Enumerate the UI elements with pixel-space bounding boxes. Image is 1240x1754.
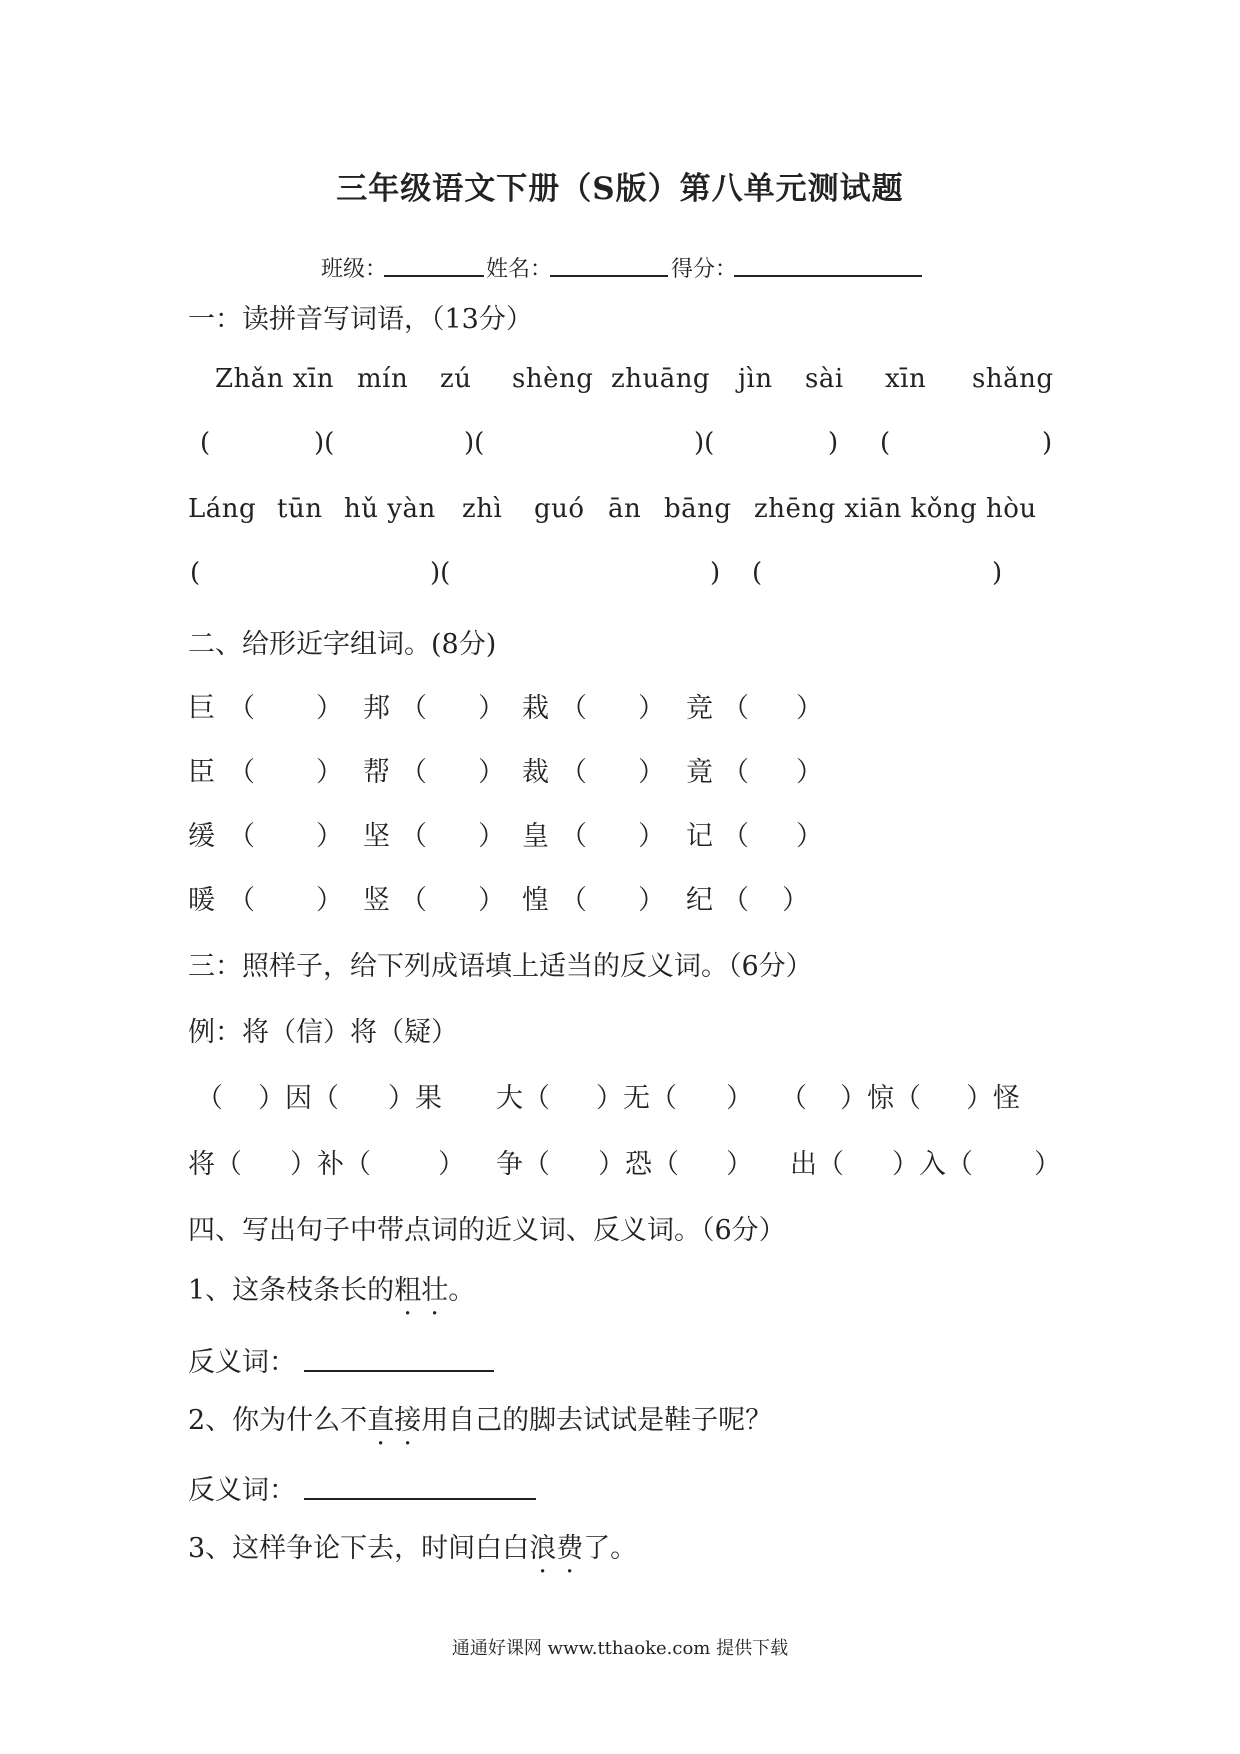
char: 暖 xyxy=(188,885,215,916)
section-1-heading: 一：读拼音写词语，（13分） xyxy=(188,304,533,335)
idiom-part: ） xyxy=(726,1149,753,1180)
paren-left: （ xyxy=(560,757,587,788)
idiom-part: （ xyxy=(780,1083,807,1114)
score-label: 得分： xyxy=(671,257,738,282)
paren-left: （ xyxy=(400,693,427,724)
idiom-part: ） xyxy=(726,1083,753,1114)
pinyin: shèng xyxy=(512,364,594,394)
antonym-answer-line[interactable] xyxy=(304,1498,536,1500)
paren-left: （ xyxy=(560,821,587,852)
idiom-part: （ xyxy=(196,1083,223,1114)
paren-left: （ xyxy=(722,821,749,852)
pinyin: bāng xyxy=(664,494,732,524)
pinyin: xīn xyxy=(885,364,927,394)
pinyin: Zhǎn xīn xyxy=(215,364,335,394)
char: 巨 xyxy=(188,693,215,724)
answer-paren: ) xyxy=(710,558,721,588)
paren-left: （ xyxy=(400,821,427,852)
char: 坚 xyxy=(363,821,390,852)
dotted-char: 粗 xyxy=(394,1275,422,1306)
answer-paren: ( xyxy=(880,428,891,458)
idiom-part: ）怪 xyxy=(966,1083,1020,1114)
class-field[interactable] xyxy=(384,275,484,277)
idiom-part: ）恐（ xyxy=(598,1149,679,1180)
paren-right: ） xyxy=(316,757,343,788)
pinyin: zú xyxy=(440,364,472,394)
paren-right: ） xyxy=(478,885,505,916)
answer-paren: )( xyxy=(430,558,451,588)
idiom-part: 争（ xyxy=(496,1149,550,1180)
char: 裁 xyxy=(522,757,549,788)
name-label: 姓名： xyxy=(486,257,553,282)
paren-right: ） xyxy=(796,693,823,724)
idiom-part: ）因（ xyxy=(258,1083,339,1114)
question-1: 1、这条枝条长的粗壮。 xyxy=(188,1268,475,1307)
paren-right: ） xyxy=(782,885,809,916)
char: 缓 xyxy=(188,821,215,852)
char: 皇 xyxy=(522,821,549,852)
paren-right: ） xyxy=(316,821,343,852)
answer-paren: )( xyxy=(694,428,715,458)
answer-paren: )( xyxy=(314,428,335,458)
paren-right: ） xyxy=(796,757,823,788)
antonym-label: 反义词： xyxy=(188,1347,296,1378)
paren-right: ） xyxy=(478,757,505,788)
footer: 通通好课网 www.tthaoke.com 提供下载 xyxy=(451,1638,789,1659)
pinyin: ān xyxy=(608,494,642,524)
paren-left: （ xyxy=(400,757,427,788)
paren-left: （ xyxy=(722,757,749,788)
pinyin: hǔ yàn xyxy=(344,494,436,524)
pinyin: Láng xyxy=(188,494,257,524)
question-2: 2、你为什么不直接用自己的脚去试试是鞋子呢？ xyxy=(188,1398,772,1437)
pinyin: jìn xyxy=(738,364,773,394)
paren-right: ） xyxy=(478,693,505,724)
answer-paren: ) xyxy=(828,428,839,458)
paren-right: ） xyxy=(316,693,343,724)
paren-left: （ xyxy=(560,693,587,724)
answer-paren: ( xyxy=(752,558,763,588)
pinyin: tūn xyxy=(277,494,323,524)
section-3-heading: 三：照样子，给下列成语填上适当的反义词。（6分） xyxy=(188,951,813,982)
char: 竟 xyxy=(686,757,713,788)
paren-left: （ xyxy=(228,693,255,724)
char: 邦 xyxy=(363,693,390,724)
idiom-part: ）补（ xyxy=(290,1149,371,1180)
char: 竞 xyxy=(686,693,713,724)
answer-paren: )( xyxy=(464,428,485,458)
idiom-part: ） xyxy=(1034,1149,1061,1180)
paren-right: ） xyxy=(638,693,665,724)
dotted-char: 接 xyxy=(394,1405,422,1436)
section-2-heading: 二、给形近字组词。(8分) xyxy=(188,629,497,660)
paren-left: （ xyxy=(228,821,255,852)
score-field[interactable] xyxy=(734,275,922,277)
pinyin: mín xyxy=(357,364,409,394)
paren-left: （ xyxy=(228,757,255,788)
idiom-part: 大（ xyxy=(496,1083,550,1114)
paren-left: （ xyxy=(400,885,427,916)
idiom-part: ）惊（ xyxy=(840,1083,921,1114)
answer-paren: ( xyxy=(190,558,201,588)
paren-right: ） xyxy=(796,821,823,852)
dotted-char: 浪 xyxy=(529,1533,557,1564)
dotted-char: 直 xyxy=(367,1405,395,1436)
pinyin: shǎng xyxy=(972,364,1054,394)
dotted-char: 壮 xyxy=(421,1275,449,1306)
antonym-label: 反义词： xyxy=(188,1475,296,1506)
paren-right: ） xyxy=(638,757,665,788)
pinyin: zhuāng xyxy=(611,364,711,394)
idiom-part: 出（ xyxy=(790,1149,844,1180)
paren-left: （ xyxy=(722,693,749,724)
idiom-part: ）果 xyxy=(388,1083,442,1114)
question-3: 3、这样争论下去，时间白白浪费了。 xyxy=(188,1526,637,1565)
name-field[interactable] xyxy=(550,275,668,277)
pinyin: zhì xyxy=(462,494,503,524)
paren-right: ） xyxy=(638,885,665,916)
pinyin: zhēng xiān kǒng hòu xyxy=(754,494,1037,524)
idiom-part: ）入（ xyxy=(892,1149,973,1180)
antonym-answer-line[interactable] xyxy=(304,1370,494,1372)
idiom-part: ）无（ xyxy=(596,1083,677,1114)
char: 竖 xyxy=(363,885,390,916)
paren-right: ） xyxy=(638,821,665,852)
char: 纪 xyxy=(686,885,713,916)
paren-left: （ xyxy=(722,885,749,916)
class-label: 班级： xyxy=(321,257,388,282)
char: 臣 xyxy=(188,757,215,788)
paren-left: （ xyxy=(228,885,255,916)
dotted-char: 费 xyxy=(556,1533,584,1564)
section-4-heading: 四、写出句子中带点词的近义词、反义词。（6分） xyxy=(188,1215,786,1246)
char: 记 xyxy=(686,821,713,852)
paren-left: （ xyxy=(560,885,587,916)
pinyin: guó xyxy=(534,494,585,524)
answer-paren: ( xyxy=(200,428,211,458)
char: 栽 xyxy=(522,693,549,724)
idiom-part: ） xyxy=(438,1149,465,1180)
example-line: 例：将（信）将（疑） xyxy=(188,1017,458,1048)
char: 帮 xyxy=(363,757,390,788)
idiom-part: 将（ xyxy=(188,1149,242,1180)
char: 惶 xyxy=(522,885,549,916)
answer-paren: ) xyxy=(1042,428,1053,458)
paren-right: ） xyxy=(478,821,505,852)
pinyin: sài xyxy=(805,364,844,394)
page-title: 三年级语文下册（S版）第八单元测试题 xyxy=(336,171,904,207)
paren-right: ） xyxy=(316,885,343,916)
answer-paren: ) xyxy=(992,558,1003,588)
